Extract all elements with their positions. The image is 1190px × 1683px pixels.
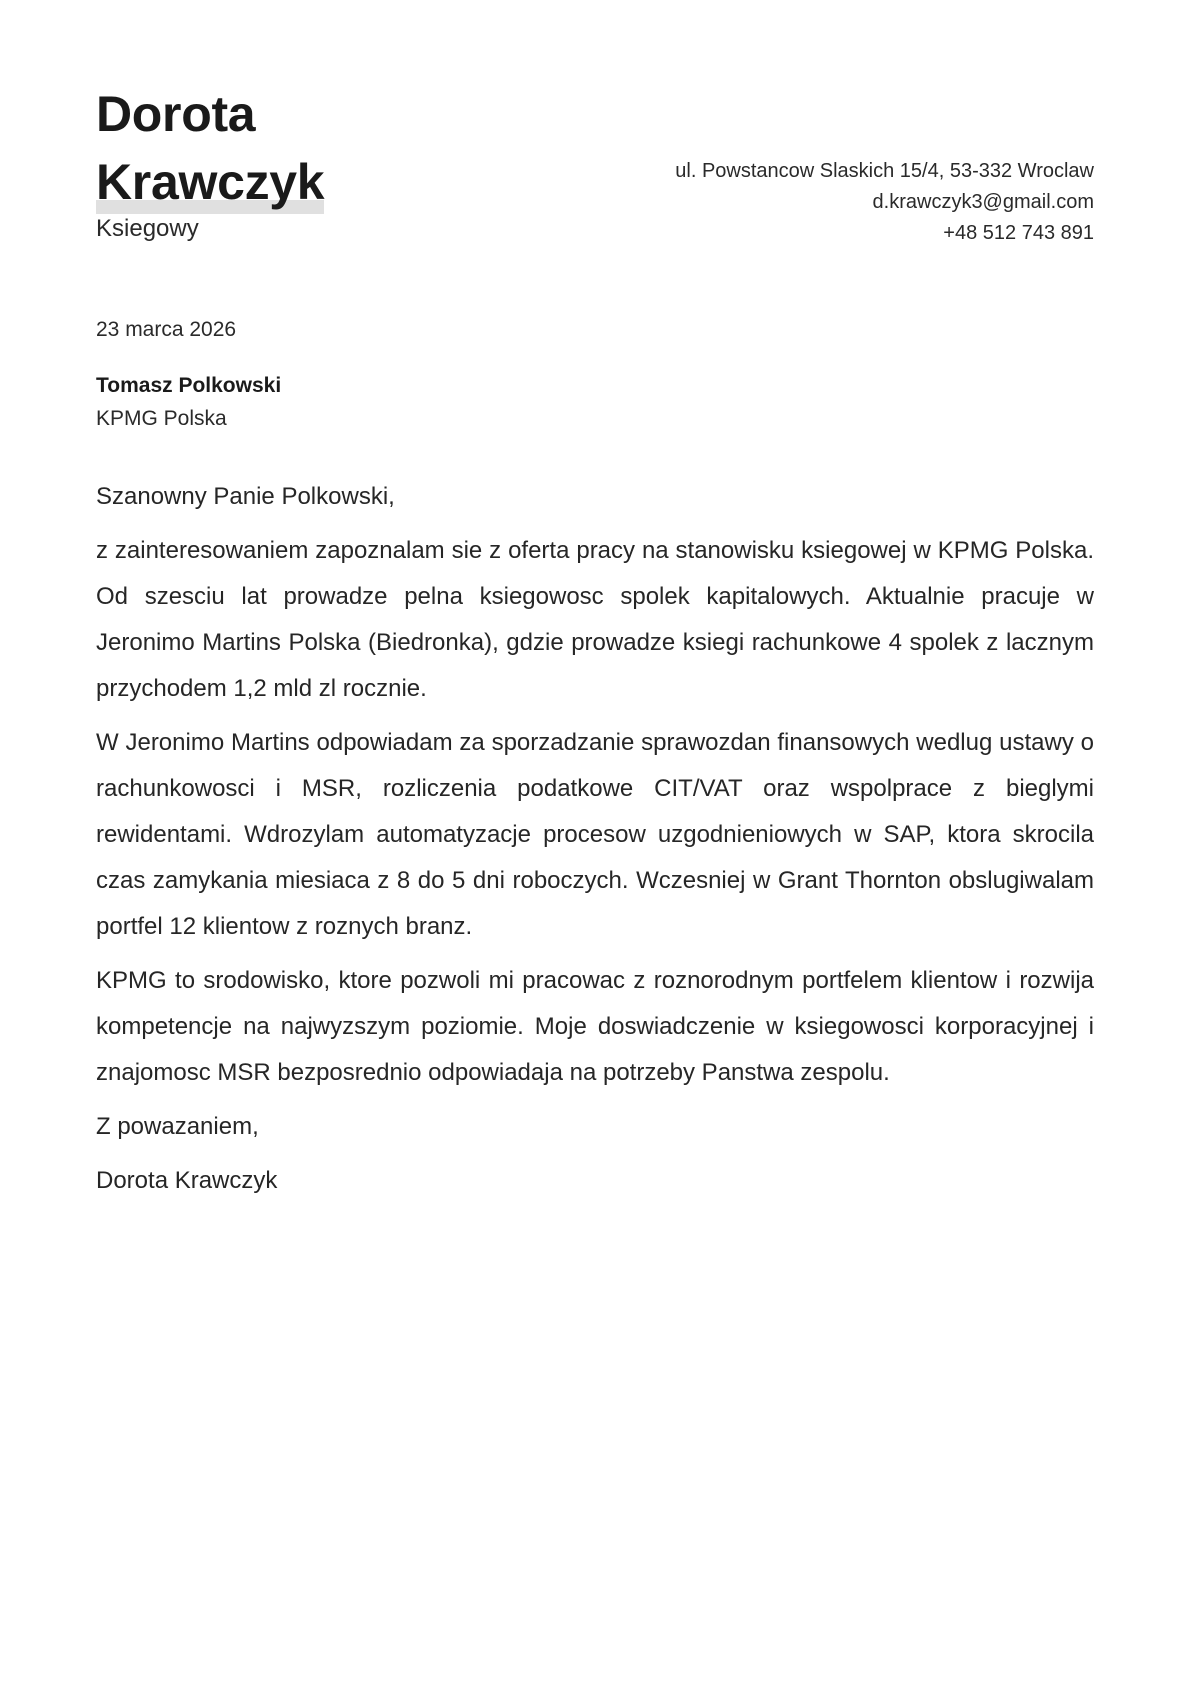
sender-job-title: Ksiegowy bbox=[96, 215, 199, 242]
letter-header bbox=[96, 0, 1094, 250]
letter-body bbox=[96, 474, 1094, 1212]
cover-letter-page bbox=[96, 0, 1094, 1194]
salutation: Szanowny Panie Polkowski, bbox=[96, 483, 395, 510]
paragraph-intro: z zainteresowaniem zapoznalam sie z oferta pracy na stanowisku ksiegowej w KPMG Polska. Od szesciu lat prowadze pelna ksiegowosc spolek kapitalowych. Aktualnie pracuje w Jeronimo Martins Polska (Biedronka), gdzie prowadze ksiegi rachunkowe 4 spolek z lacznym przychodem 1,2 mld zl rocznie. bbox=[96, 537, 1094, 702]
paragraph-motivation: KPMG to srodowisko, ktore pozwoli mi pracowac z roznorodnym portfelem klientow i rozwija kompetencje na najwyzszym poziomie. Moje doswiadczenie w ksiegowosci korporacyjnej i znajomosc MSR bezposrednio odpowiadaja na potrzeby Panstwa zespolu. bbox=[96, 967, 1094, 1086]
sender-name bbox=[96, 80, 324, 216]
letter-date: 23 marca 2026 bbox=[96, 318, 237, 341]
sender-contact bbox=[675, 156, 1094, 249]
closing: Z powazaniem, bbox=[96, 1113, 259, 1140]
sender-address: ul. Powstancow Slaskich 15/4, 53-332 Wroclaw bbox=[675, 160, 1094, 182]
paragraph-experience: W Jeronimo Martins odpowiadam za sporzadzanie sprawozdan finansowych wedlug ustawy o rachunkowosci i MSR, rozliczenia podatkowe CIT/VAT oraz wspolprace z bieglymi rewidentami. Wdrozylam automatyzacje procesow uzgodnieniowych w SAP, ktora skrocila czas zamykania miesiaca z 8 do 5 dni roboczych. Wczesniej w Grant Thornton obslugiwalam portfel 12 klientow z roznych branz. bbox=[96, 729, 1094, 940]
recipient-company: KPMG Polska bbox=[96, 407, 227, 430]
sender-email: d.krawczyk3@gmail.com bbox=[872, 191, 1094, 213]
recipient-block bbox=[96, 369, 281, 435]
sender-first-name: Dorota bbox=[96, 86, 256, 142]
sender-last-name: Krawczyk bbox=[96, 154, 325, 210]
recipient-name: Tomasz Polkowski bbox=[96, 374, 282, 397]
sender-phone: +48 512 743 891 bbox=[943, 222, 1094, 244]
sender-last-name-wrap bbox=[96, 148, 324, 216]
signature: Dorota Krawczyk bbox=[96, 1167, 278, 1194]
